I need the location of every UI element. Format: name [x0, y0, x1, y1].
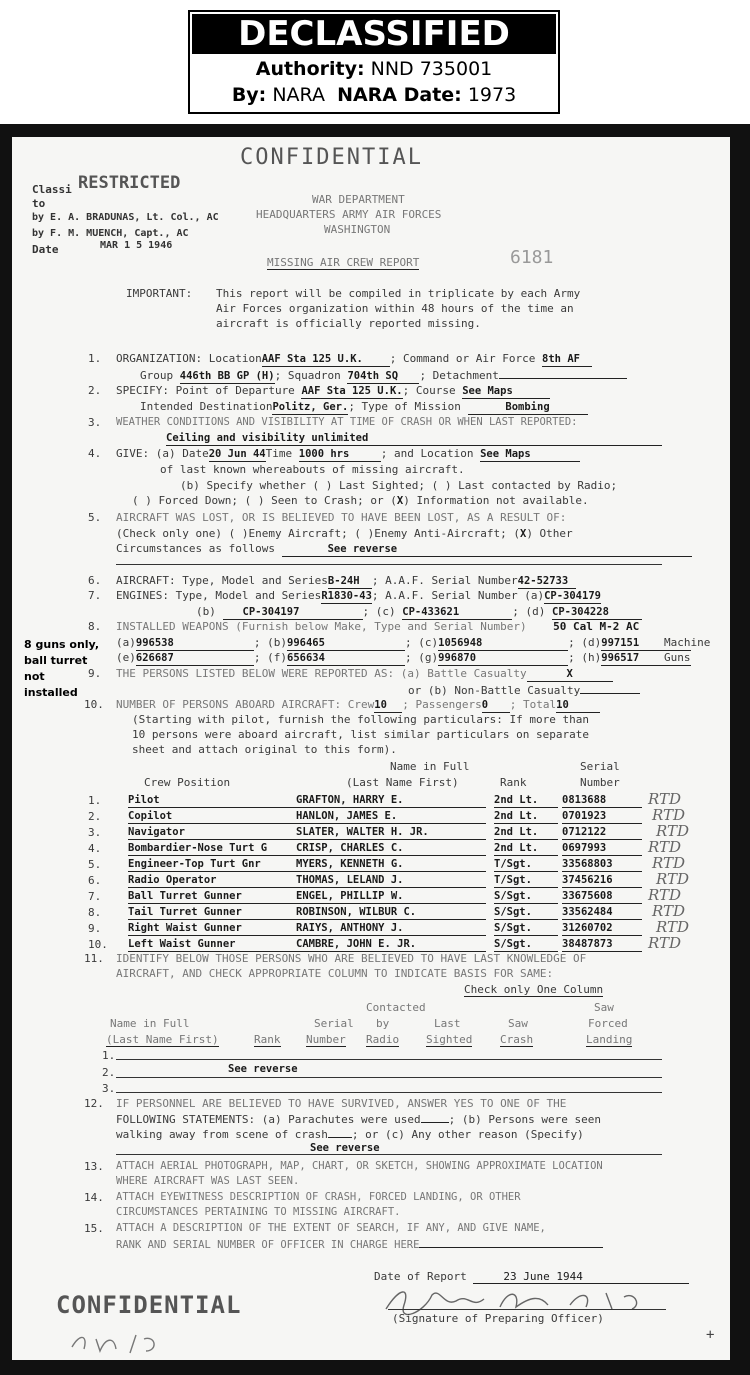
crew-serial: 0697993 — [562, 842, 642, 856]
item7-serials-line: (b) CP-304197 ; (c) CP-433621 ; (d) CP-304228 — [196, 605, 642, 620]
check-one-column: Check only One Column — [464, 983, 604, 996]
col-serial-1: Serial — [314, 1017, 354, 1030]
witness-row-2-num: 2. — [102, 1066, 116, 1079]
item5-blank-line — [116, 564, 662, 565]
item4-whereabouts: of last known whereabouts of missing aircraft. — [160, 463, 465, 476]
crew-rtd-note: RTD — [656, 918, 690, 936]
item10-instructions-2: 10 persons were aboard aircraft, list similar particulars on separate — [132, 728, 589, 741]
item-number-6: 6. — [88, 574, 102, 587]
col-name-1: Name in Full — [110, 1017, 190, 1030]
crew-position: Navigator — [128, 826, 338, 840]
report-sheet — [12, 137, 730, 1360]
item13-line-2: WHERE AIRCRAFT WAS LAST SEEN. — [116, 1175, 300, 1187]
crew-row-number: 1. — [88, 794, 102, 807]
col-saw: Saw — [508, 1017, 528, 1030]
item3-weather-label: WEATHER CONDITIONS AND VISIBILITY AT TIME OF CRASH OR WHEN LAST REPORTED: — [116, 416, 578, 428]
important-line-1: This report will be compiled in triplicate by each Army — [216, 287, 581, 300]
item-number-14: 14. — [84, 1191, 104, 1204]
important-line-2: Air Forces organization within 48 hours of the time an — [216, 302, 574, 315]
witness-row-2-value: See reverse — [228, 1063, 298, 1075]
crew-name: ROBINSON, WILBUR C. — [296, 906, 486, 920]
crew-position: Radio Operator — [128, 874, 338, 888]
crew-col-position: Crew Position — [144, 776, 231, 789]
crew-rtd-note: RTD — [652, 806, 686, 824]
crew-name: ENGEL, PHILLIP W. — [296, 890, 486, 904]
class-label: Classi — [32, 183, 72, 196]
crew-name: THOMAS, LELAND J. — [296, 874, 486, 888]
crew-serial: 0813688 — [562, 794, 642, 808]
item8-weapons-row-2: (e)626687 ; (f)656634 ; (g)996870 ; (h)996517 — [116, 651, 691, 666]
item-number-11: 11. — [84, 952, 104, 965]
item-number-13: 13. — [84, 1160, 104, 1173]
crew-col-name-2: (Last Name First) — [346, 776, 459, 789]
item15-line-1: ATTACH A DESCRIPTION OF THE EXTENT OF SEARCH, IF ANY, AND GIVE NAME, — [116, 1222, 546, 1234]
guns-label: Guns — [664, 651, 691, 664]
col-radio: Radio — [366, 1033, 400, 1046]
side-note-line: not — [24, 670, 45, 683]
date-of-report-line: Date of Report 23 June 1944 — [374, 1270, 689, 1284]
item-number-3: 3. — [88, 416, 102, 429]
report-number: 6181 — [510, 247, 554, 268]
item1-org-line: ORGANIZATION: LocationAAF Sta 125 U.K. ; Command or Air Force 8th AF — [116, 352, 592, 367]
item3-weather-value: Ceiling and visibility unlimited — [166, 432, 662, 446]
authority-line: Authority: NND 735001 — [255, 58, 493, 80]
item14-line-2: CIRCUMSTANCES PERTAINING TO MISSING AIRCRAFT. — [116, 1206, 401, 1218]
crew-row-number: 5. — [88, 858, 102, 871]
item10-persons-line: NUMBER OF PERSONS ABOARD AIRCRAFT: Crew10 ; Passengers0 ; Total10 — [116, 698, 600, 713]
col-name-2: (Last Name First) — [106, 1033, 219, 1046]
crew-serial: 33562484 — [562, 906, 642, 920]
crew-position: Pilot — [128, 794, 338, 808]
item11-identify-2: AIRCRAFT, AND CHECK APPROPRIATE COLUMN TO INDICATE BASIS FOR SAME: — [116, 967, 554, 980]
crew-rank: 2nd Lt. — [494, 826, 558, 840]
corner-mark: + — [706, 1327, 715, 1343]
item-number-9: 9. — [88, 667, 102, 680]
item-number-8: 8. — [88, 620, 102, 633]
item12-survived-1: IF PERSONNEL ARE BELIEVED TO HAVE SURVIVED, ANSWER YES TO ONE OF THE — [116, 1097, 567, 1110]
item10-instructions-3: sheet and attach original to this form). — [132, 743, 397, 756]
item8-weapons-line: INSTALLED WEAPONS (Furnish below Make, Type and Serial Number) 50 Cal M-2 AC — [116, 620, 640, 633]
item12-value: See reverse — [310, 1142, 380, 1154]
crew-row-number: 3. — [88, 826, 102, 839]
declass-date-label: Date — [32, 243, 59, 256]
crew-col-rank: Rank — [500, 776, 527, 789]
side-note-line: ball turret — [24, 654, 88, 667]
item4-forced-line: ( ) Forced Down; ( ) Seen to Crash; or (X) Information not available. — [132, 494, 589, 507]
crew-rtd-note: RTD — [652, 902, 686, 920]
crew-rtd-note: RTD — [648, 790, 682, 808]
bottom-handwriting — [66, 1327, 186, 1357]
item4-date-line: GIVE: (a) Date20 Jun 44Time 1000 hrs ; and Location See Maps — [116, 447, 580, 462]
col-serial-2: Number — [306, 1033, 346, 1046]
item-number-12: 12. — [84, 1097, 104, 1110]
crew-col-serial-1: Serial — [580, 760, 620, 773]
to-label: to — [32, 197, 46, 210]
crew-name: SLATER, WALTER H. JR. — [296, 826, 486, 840]
crew-name: GRAFTON, HARRY E. — [296, 794, 486, 808]
crew-row-number: 10. — [88, 938, 108, 951]
item15-line-2: RANK AND SERIAL NUMBER OF OFFICER IN CHARGE HERE — [116, 1237, 603, 1252]
crew-row-number: 6. — [88, 874, 102, 887]
crew-rank: S/Sgt. — [494, 890, 558, 904]
signature-label: (Signature of Preparing Officer) — [392, 1312, 604, 1325]
witness-row-3-line — [116, 1092, 662, 1093]
col-crash: Crash — [500, 1033, 534, 1046]
report-title: MISSING AIR CREW REPORT — [267, 256, 420, 269]
item2-destination-line: Intended DestinationPolitz, Ger.; Type of Mission Bombing — [140, 400, 588, 415]
crew-rtd-note: RTD — [656, 822, 690, 840]
col-contacted: Contacted — [366, 1001, 426, 1014]
crew-rank: S/Sgt. — [494, 906, 558, 920]
hq-army-air-forces: HEADQUARTERS ARMY AIR FORCES — [256, 208, 442, 221]
witness-row-1-line — [116, 1059, 662, 1060]
classification-top: CONFIDENTIAL — [240, 145, 423, 170]
crew-serial: 38487873 — [562, 938, 642, 952]
item5-lost-label: AIRCRAFT WAS LOST, OR IS BELIEVED TO HAVE BEEN LOST, AS A RESULT OF: — [116, 511, 567, 524]
crew-rank: S/Sgt. — [494, 922, 558, 936]
item-number-1: 1. — [88, 352, 102, 365]
crew-name: CRISP, CHARLES C. — [296, 842, 486, 856]
crew-name: CAMBRE, JOHN E. JR. — [296, 938, 486, 952]
item5-check-line: (Check only one) ( )Enemy Aircraft; ( )Enemy Anti-Aircraft; (X) Other — [116, 527, 573, 540]
crew-serial: 37456216 — [562, 874, 642, 888]
witness-row-2-line — [116, 1077, 662, 1078]
item9-persons-line: THE PERSONS LISTED BELOW WERE REPORTED AS: (a) Battle Casualty X — [116, 667, 613, 682]
item-number-7: 7. — [88, 589, 102, 602]
item1-group-line: Group 446th BB GP (H); Squadron 704th SQ ; Detachment — [140, 368, 627, 384]
crew-col-serial-2: Number — [580, 776, 620, 789]
crew-rank: T/Sgt. — [494, 874, 558, 888]
crew-name: HANLON, JAMES E. — [296, 810, 486, 824]
crew-row-number: 9. — [88, 922, 102, 935]
crew-row-number: 8. — [88, 906, 102, 919]
crew-rtd-note: RTD — [648, 838, 682, 856]
declass-date: MAR 1 5 1946 — [100, 240, 173, 251]
side-note-line: 8 guns only, — [24, 638, 100, 651]
class-stamp: RESTRICTED — [78, 173, 181, 193]
washington: WASHINGTON — [324, 223, 391, 236]
crew-rtd-note: RTD — [656, 870, 690, 888]
declassified-stamp — [188, 10, 560, 114]
item11-identify-1: IDENTIFY BELOW THOSE PERSONS WHO ARE BELIEVED TO HAVE LAST KNOWLEDGE OF — [116, 952, 587, 965]
declass-by-1: by E. A. BRADUNAS, Lt. Col., AC — [32, 212, 219, 223]
war-department: WAR DEPARTMENT — [312, 193, 405, 206]
item12-survived-2: FOLLOWING STATEMENTS: (a) Parachutes were used ; (b) Persons were seen — [116, 1113, 601, 1126]
crew-rtd-note: RTD — [648, 934, 682, 952]
item6-aircraft-line: AIRCRAFT: Type, Model and SeriesB-24H ; A.A.F. Serial Number42-52733 — [116, 574, 576, 589]
col-rank: Rank — [254, 1033, 281, 1046]
crew-position: Tail Turret Gunner — [128, 906, 338, 920]
crew-rank: 2nd Lt. — [494, 810, 558, 824]
item2-departure-line: SPECIFY: Point of Departure AAF Sta 125 U.K.; Course See Maps — [116, 384, 550, 399]
crew-position: Engineer-Top Turt Gnr — [128, 858, 338, 872]
crew-col-name-1: Name in Full — [390, 760, 470, 773]
col-saw-top: Saw — [594, 1001, 614, 1014]
crew-rank: 2nd Lt. — [494, 794, 558, 808]
crew-serial: 0701923 — [562, 810, 642, 824]
crew-row-number: 4. — [88, 842, 102, 855]
col-last-2: Sighted — [426, 1033, 473, 1046]
crew-row-number: 2. — [88, 810, 102, 823]
declassified-title: DECLASSIFIED — [192, 14, 556, 54]
item4-specify-line: (b) Specify whether ( ) Last Sighted; ( ) Last contacted by Radio; — [180, 479, 618, 492]
item7-engines-line: ENGINES: Type, Model and SeriesR1830-43; A.A.F. Serial Number (a)CP-304179 — [116, 589, 601, 602]
crew-name: MYERS, KENNETH G. — [296, 858, 486, 872]
item-number-5: 5. — [88, 511, 102, 524]
machine-label: Machine — [664, 636, 711, 649]
crew-serial: 0712122 — [562, 826, 642, 840]
important-label: IMPORTANT: — [126, 287, 193, 300]
item-number-15: 15. — [84, 1222, 104, 1235]
witness-row-3-num: 3. — [102, 1082, 116, 1095]
item14-line-1: ATTACH EYEWITNESS DESCRIPTION OF CRASH, FORCED LANDING, OR OTHER — [116, 1191, 521, 1203]
item-number-10: 10. — [84, 698, 104, 711]
crew-position: Bombardier-Nose Turt G — [128, 842, 338, 856]
crew-position: Right Waist Gunner — [128, 922, 338, 936]
item-number-2: 2. — [88, 384, 102, 397]
crew-position: Copilot — [128, 810, 338, 824]
by-line: By: NARA NARA Date: 1973 — [231, 84, 517, 106]
crew-name: RAIYS, ANTHONY J. — [296, 922, 486, 936]
col-last-1: Last — [434, 1017, 461, 1030]
crew-serial: 31260702 — [562, 922, 642, 936]
signature-line — [388, 1309, 666, 1310]
side-note-line: installed — [24, 686, 78, 699]
col-by: by — [376, 1017, 390, 1030]
crew-rank: T/Sgt. — [494, 858, 558, 872]
crew-position: Left Waist Gunner — [128, 938, 338, 952]
declass-by-2: by F. M. MUENCH, Capt., AC — [32, 228, 189, 239]
crew-rank: S/Sgt. — [494, 938, 558, 952]
col-forced-2: Landing — [586, 1033, 633, 1046]
important-line-3: aircraft is officially reported missing. — [216, 317, 481, 330]
item-number-4: 4. — [88, 447, 102, 460]
crew-rank: 2nd Lt. — [494, 842, 558, 856]
item9-nonbattle-line: or (b) Non-Battle Casualty — [408, 683, 640, 697]
witness-row-1-num: 1. — [102, 1049, 116, 1062]
crew-serial: 33568803 — [562, 858, 642, 872]
crew-rtd-note: RTD — [652, 854, 686, 872]
item10-instructions-1: (Starting with pilot, furnish the following particulars: If more than — [132, 713, 589, 726]
item12-survived-3: walking away from scene of crash ; or (c) Any other reason (Specify) — [116, 1128, 584, 1141]
item13-line-1: ATTACH AERIAL PHOTOGRAPH, MAP, CHART, OR SKETCH, SHOWING APPROXIMATE LOCATION — [116, 1160, 603, 1172]
classification-bottom: CONFIDENTIAL — [56, 1291, 242, 1319]
col-forced-1: Forced — [588, 1017, 628, 1030]
item5-circumstances-line: Circumstances as follows See reverse — [116, 542, 692, 557]
item12-line — [116, 1154, 662, 1155]
crew-rtd-note: RTD — [648, 886, 682, 904]
crew-position: Ball Turret Gunner — [128, 890, 338, 904]
item8-weapons-row-1: (a)996538 ; (b)996465 ; (c)1056948 ; (d)997151 — [116, 636, 691, 651]
crew-serial: 33675608 — [562, 890, 642, 904]
crew-row-number: 7. — [88, 890, 102, 903]
